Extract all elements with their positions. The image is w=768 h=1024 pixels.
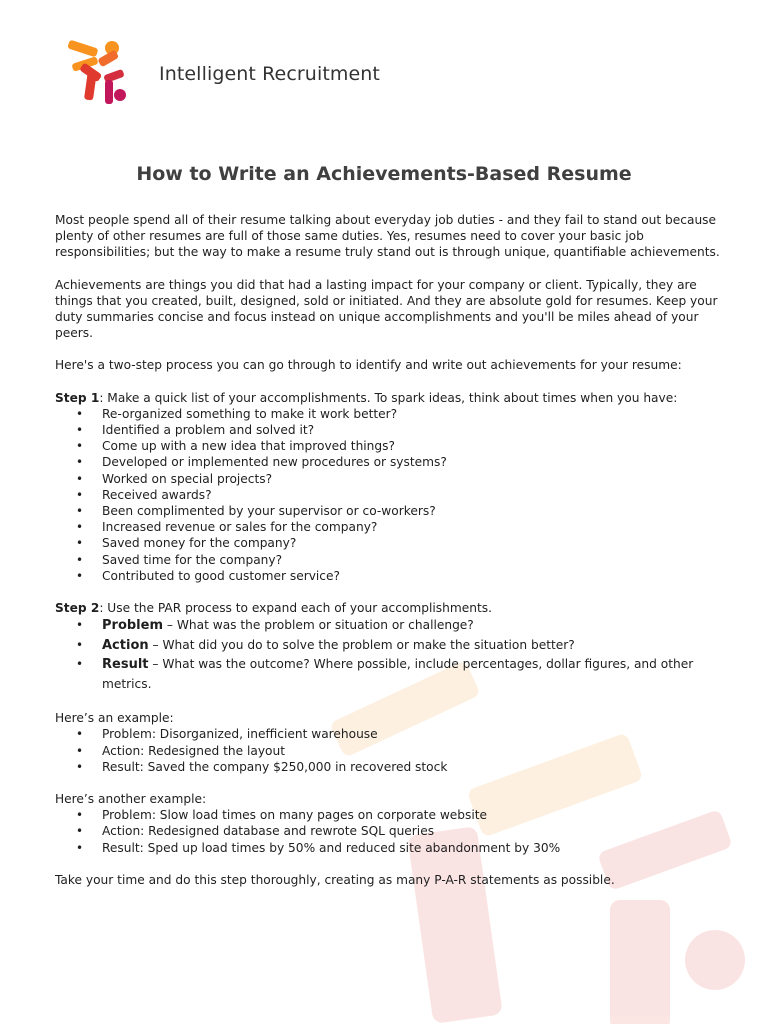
bullet-icon: • [76,406,84,421]
bullet-icon: • [76,552,84,567]
step2-paragraph [55,600,720,616]
list-item-text: Problem: Disorganized, inefficient warehouse [102,727,378,742]
intro-paragraph: Achievements are things you did that had a lasting impact for your company or client. Typically, they are things that you created, built, designed, sold or initiated. And they are absolute gold for resumes. Keep your duty summaries concise and focus instead on unique accomplishments and you'll be miles ahead of your peers. [55,277,718,341]
list-item [55,840,720,856]
bullet-icon: • [76,471,84,486]
bullet-icon: • [76,536,84,551]
list-item-text: Result: Sped up load times by 50% and reduced site abandonment by 30% [102,840,561,855]
bullet-icon: • [76,520,84,535]
example1-heading: Here’s an example: [55,711,174,726]
list-item [55,519,720,535]
bullet-icon: • [76,743,84,758]
list-item [55,406,720,422]
brand-name: Intelligent Recruitment [159,63,380,85]
bullet-icon: • [76,487,84,502]
list-item [55,636,720,656]
list-item-text: Action: Redesigned database and rewrote SQL queries [102,824,435,839]
list-item [55,471,720,487]
list-item-text: Result: Saved the company $250,000 in recovered stock [102,759,448,774]
list-item-text: Action: Redesigned the layout [102,743,286,758]
intelligent-recruitment-logo-icon [64,38,164,118]
list-item-text: Re-organized something to make it work better? [102,406,398,421]
example1-list [55,726,720,775]
step1-label: Step 1 [55,390,100,405]
list-item [55,454,720,470]
step1-list [55,406,720,584]
bullet-icon: • [76,657,84,672]
bullet-icon: • [76,840,84,855]
closing-paragraph: Take your time and do this step thoroughly, creating as many P-A-R statements as possible. [55,872,615,887]
example2-list [55,807,720,856]
par-list [55,616,720,694]
list-item [55,726,720,742]
step2-text: : Use the PAR process to expand each of your accomplishments. [99,601,492,616]
list-item-text: Come up with a new idea that improved things? [102,439,395,454]
list-item [55,807,720,823]
list-item [55,503,720,519]
bullet-icon: • [76,439,84,454]
bullet-icon: • [76,504,84,519]
document-body [55,212,720,888]
list-item-text: Problem: Slow load times on many pages on corporate website [102,808,488,823]
list-item-text: Received awards? [102,487,212,502]
document-title: How to Write an Achievements-Based Resume [136,162,632,185]
par-term: Problem [102,618,163,634]
list-item [55,823,720,839]
bullet-icon: • [76,759,84,774]
list-item [55,422,720,438]
par-term: Action [102,637,149,653]
list-item [55,655,720,694]
list-item-text: Increased revenue or sales for the company? [102,520,378,535]
step1-text: : Make a quick list of your accomplishments. To spark ideas, think about times when you have: [99,390,678,405]
intro-paragraph: Here's a two-step process you can go through to identify and write out achievements for your resume: [55,358,682,373]
par-description: – What was the outcome? Where possible, include percentages, dollar figures, and other metrics. [102,657,694,691]
bullet-icon: • [76,568,84,583]
list-item [55,568,720,584]
bullet-icon: • [76,455,84,470]
par-term: Result [102,657,149,673]
list-item-text: Identified a problem and solved it? [102,423,315,438]
bullet-icon: • [76,808,84,823]
list-item-text: Contributed to good customer service? [102,568,340,583]
intro-paragraph: Most people spend all of their resume talking about everyday job duties - and they fail to stand out because plenty of other resumes are full of those same duties. Yes, resumes need to cover your basic job responsibilities; but the way to make a resume truly stand out is through unique, quantifiable achievements. [55,213,720,260]
list-item [55,616,720,636]
par-description: – What was the problem or situation or challenge? [163,618,474,633]
bullet-icon: • [76,423,84,438]
list-item [55,535,720,551]
list-item [55,759,720,775]
list-item [55,743,720,759]
list-item-text: Saved money for the company? [102,536,297,551]
list-item-text: Saved time for the company? [102,552,283,567]
bullet-icon: • [76,618,84,633]
step2-label: Step 2 [55,601,100,616]
list-item-text: Developed or implemented new procedures or systems? [102,455,447,470]
bullet-icon: • [76,727,84,742]
list-item-text: Worked on special projects? [102,471,273,486]
bullet-icon: • [76,824,84,839]
list-item [55,552,720,568]
list-item-text: Been complimented by your supervisor or co-workers? [102,504,436,519]
example2-heading: Here’s another example: [55,792,207,807]
list-item [55,438,720,454]
bullet-icon: • [76,637,84,652]
par-description: – What did you do to solve the problem or make the situation better? [148,637,575,652]
step1-paragraph [55,390,720,406]
list-item [55,487,720,503]
